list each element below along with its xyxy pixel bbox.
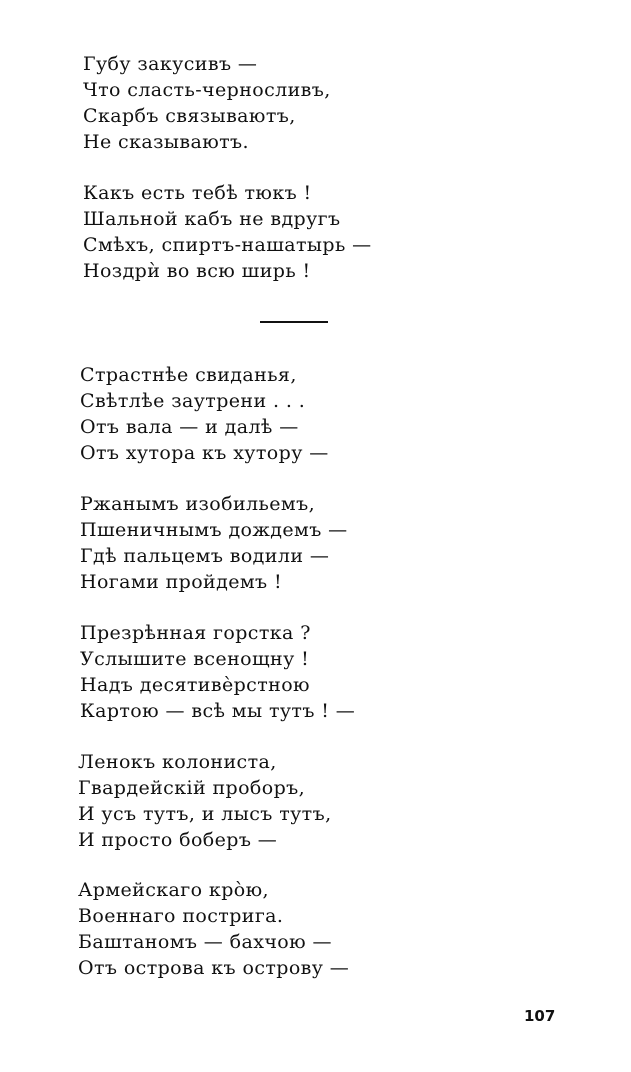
poem-line: Пшеничнымъ дождемъ —	[80, 519, 348, 541]
poem-line: И усъ тутъ, и лысъ тутъ,	[78, 803, 332, 825]
poem-line: Презрѣнная горстка ?	[80, 622, 311, 644]
poem-line: Баштаномъ — бахчою —	[78, 931, 332, 953]
poem-line: Свѣтлѣе заутрени . . .	[80, 390, 306, 412]
poem-line: И просто боберъ —	[78, 829, 278, 851]
poem-line: Ленокъ колониста,	[78, 751, 277, 773]
poem-line: Смѣхъ, спиртъ-нашатырь —	[83, 234, 372, 256]
poem-line: Надъ десятивѐрстною	[80, 674, 310, 696]
poem-line: Ржанымъ изобильемъ,	[80, 493, 316, 515]
poem-line: Не сказываютъ.	[83, 131, 249, 153]
poem-line: Отъ острова къ острову —	[78, 957, 350, 979]
poem-line: Какъ есть тебѣ тюкъ !	[83, 182, 312, 204]
poem-line: Картою — всѣ мы тутъ ! —	[80, 700, 356, 722]
poem-line: Услышите всенощну !	[80, 648, 310, 670]
poem-line: Гвардейскій проборъ,	[78, 777, 306, 799]
poem-line: Отъ хутора къ хутору —	[80, 442, 329, 464]
poem-line: Отъ вала — и далѣ —	[80, 416, 299, 438]
poem-line: Ногами пройдемъ !	[80, 571, 282, 593]
poem-line: Губу закусивъ —	[83, 53, 258, 75]
page-number: 107	[524, 1007, 556, 1025]
poem-line: Страстнѣе свиданья,	[80, 364, 297, 386]
poem-line: Что сласть-черносливъ,	[83, 79, 331, 101]
poem-line: Скарбъ связываютъ,	[83, 105, 296, 127]
poem-line: Гдѣ пальцемъ водили —	[80, 545, 330, 567]
poem-line: Армейскаго крòю,	[78, 879, 269, 901]
section-separator	[260, 321, 328, 323]
poem-line: Ноздрѝ во всю ширь !	[83, 260, 311, 282]
poem-line: Военнаго пострига.	[78, 905, 284, 927]
poem-line: Шальной кабъ не вдругъ	[83, 208, 341, 230]
